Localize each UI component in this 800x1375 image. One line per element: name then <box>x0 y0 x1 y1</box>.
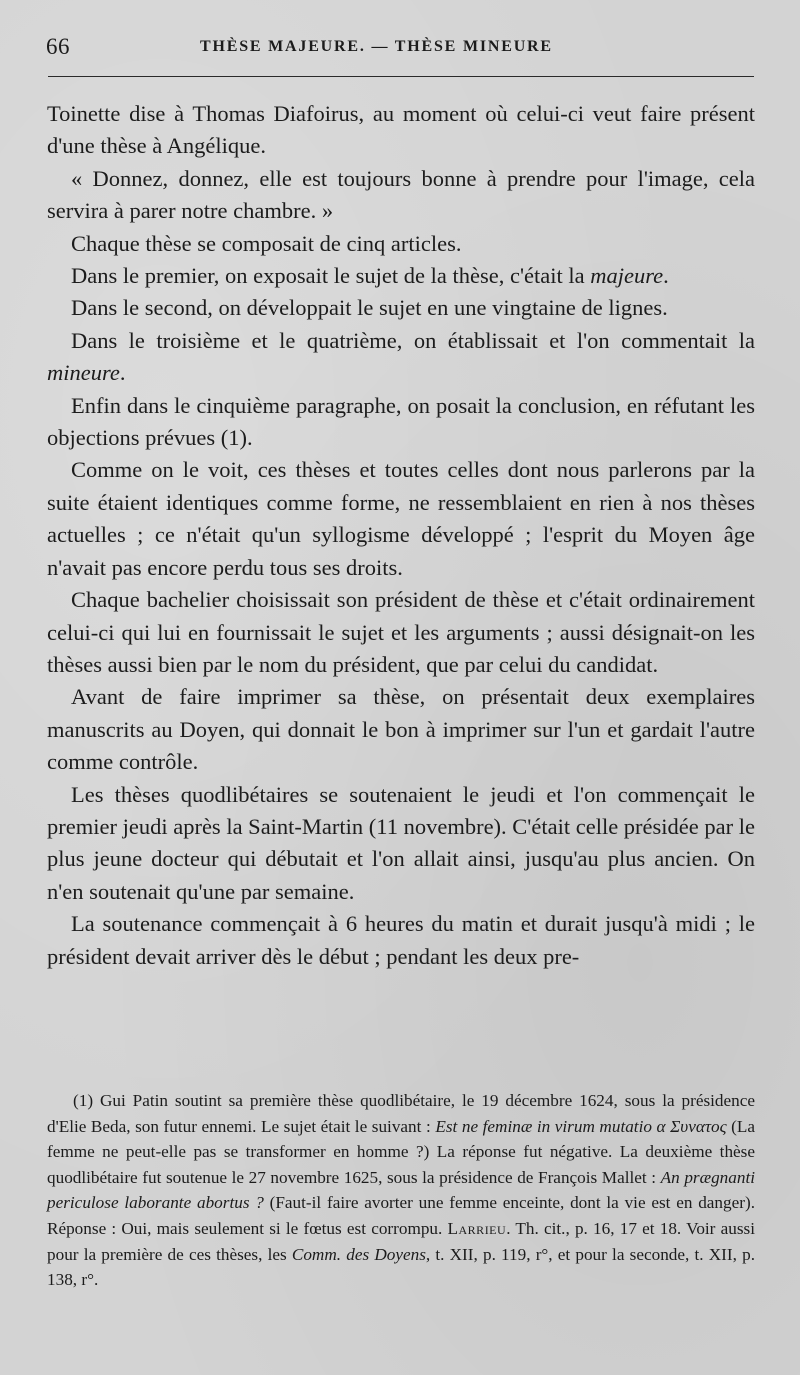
page-number: 66 <box>46 34 70 59</box>
footnote-1-text-c: (Faut-il faire avorter une femme enceinte, dont la vie est en danger). Réponse : Oui, mais seulement si le fœtus est corrompu. <box>47 1193 755 1238</box>
footnote-1-text-d: . Th. cit., p. 16, 17 et 18. Voir aussi pour la première de ces thèses, les <box>47 1218 755 1264</box>
term-mineure: mineure <box>47 360 120 386</box>
paragraph-9: Chaque bachelier choisissait son président de thèse et c'était ordinairement celui-ci qui lui en fournissait le sujet et les arguments ; aussi désignait-on les thèses aussi bien par le nom du président, que par celui du candidat. <box>47 587 755 677</box>
footnote-1-author: Larrieu <box>447 1218 507 1238</box>
paragraph-8: Comme on le voit, ces thèses et toutes celles dont nous parlerons par la suite étaient identiques comme forme, ne ressemblaient en rien à nos thèses actuelles ; ce n'était qu'un syllogisme développé ; l'esprit du Moyen âge n'avait pas encore perdu tous ses droits. <box>47 457 755 580</box>
footnote-1-text-a: (1) Gui Patin soutint sa première thèse quodlibétaire, le 19 décembre 1624, sous la présidence d'Elie Beda, son futur ennemi. Le sujet était le suivant : <box>47 1091 755 1136</box>
paragraph-10: Avant de faire imprimer sa thèse, on présentait deux exemplaires manuscrits au Doyen, qui donnait le bon à imprimer sur l'un et gardait l'autre comme contrôle. <box>47 684 755 775</box>
footnote-1-text-b: (La femme ne peut-elle pas se transformer en homme ?) La réponse fut négative. La deuxième thèse quodlibétaire fut soutenue le 27 novembre 1625, sous la présidence de François Mallet : <box>47 1116 755 1187</box>
paragraph-3: Chaque thèse se composait de cinq articles. <box>71 230 462 256</box>
paragraph-6 <box>47 325 755 390</box>
paragraph-4 <box>47 260 755 292</box>
paragraph-4-end: . <box>663 263 669 289</box>
footnote-1-text-e: , t. XII, p. 119, r°, et pour la seconde, t. XII, p. 138, r°. <box>47 1244 755 1290</box>
paragraph-6-text: Dans le troisième et le quatrième, on établissait et l'on commentait la <box>71 327 755 353</box>
main-text <box>47 98 755 973</box>
paragraph-2: « Donnez, donnez, elle est toujours bonne à prendre pour l'image, cela servira à parer notre chambre. » <box>47 165 755 224</box>
footnote-1-source-title: Comm. des Doyens <box>291 1244 426 1264</box>
paragraph-1: Toinette dise à Thomas Diafoirus, au moment où celui-ci veut faire présent d'une thèse à Angélique. <box>47 101 755 159</box>
paragraph-5: Dans le second, on développait le sujet en une vingtaine de lignes. <box>71 295 668 321</box>
footnote-1-latin-title-2: An prægnanti periculose laborante abortus ? <box>47 1167 755 1213</box>
paragraph-4-text: Dans le premier, on exposait le sujet de la thèse, c'était la <box>71 263 591 289</box>
footnote-1 <box>47 1088 755 1293</box>
term-majeure: majeure <box>590 263 664 289</box>
header-rule <box>48 76 754 77</box>
paragraph-7: Enfin dans le cinquième paragraphe, on posait la conclusion, en réfutant les objections prévues (1). <box>47 392 755 451</box>
paragraph-12: La soutenance commençait à 6 heures du matin et durait jusqu'à midi ; le président devait arriver dès le début ; pendant les deux pre- <box>47 911 755 969</box>
running-title: THÈSE MAJEURE. — THÈSE MINEURE <box>200 38 553 55</box>
paragraph-11: Les thèses quodlibétaires se soutenaient le jeudi et l'on commençait le premier jeudi après la Saint-Martin (11 novembre). C'était celle présidée par le plus jeune docteur qui débutait et l'on allait ainsi, jusqu'au plus ancien. On n'en soutenait qu'une par semaine. <box>47 781 755 904</box>
page-header <box>46 30 754 64</box>
footnotes <box>47 1088 755 1293</box>
footnote-1-latin-title-1: Est ne feminæ in virum mutatio α Συνατος <box>435 1116 727 1136</box>
paragraph-6-end: . <box>119 360 126 386</box>
